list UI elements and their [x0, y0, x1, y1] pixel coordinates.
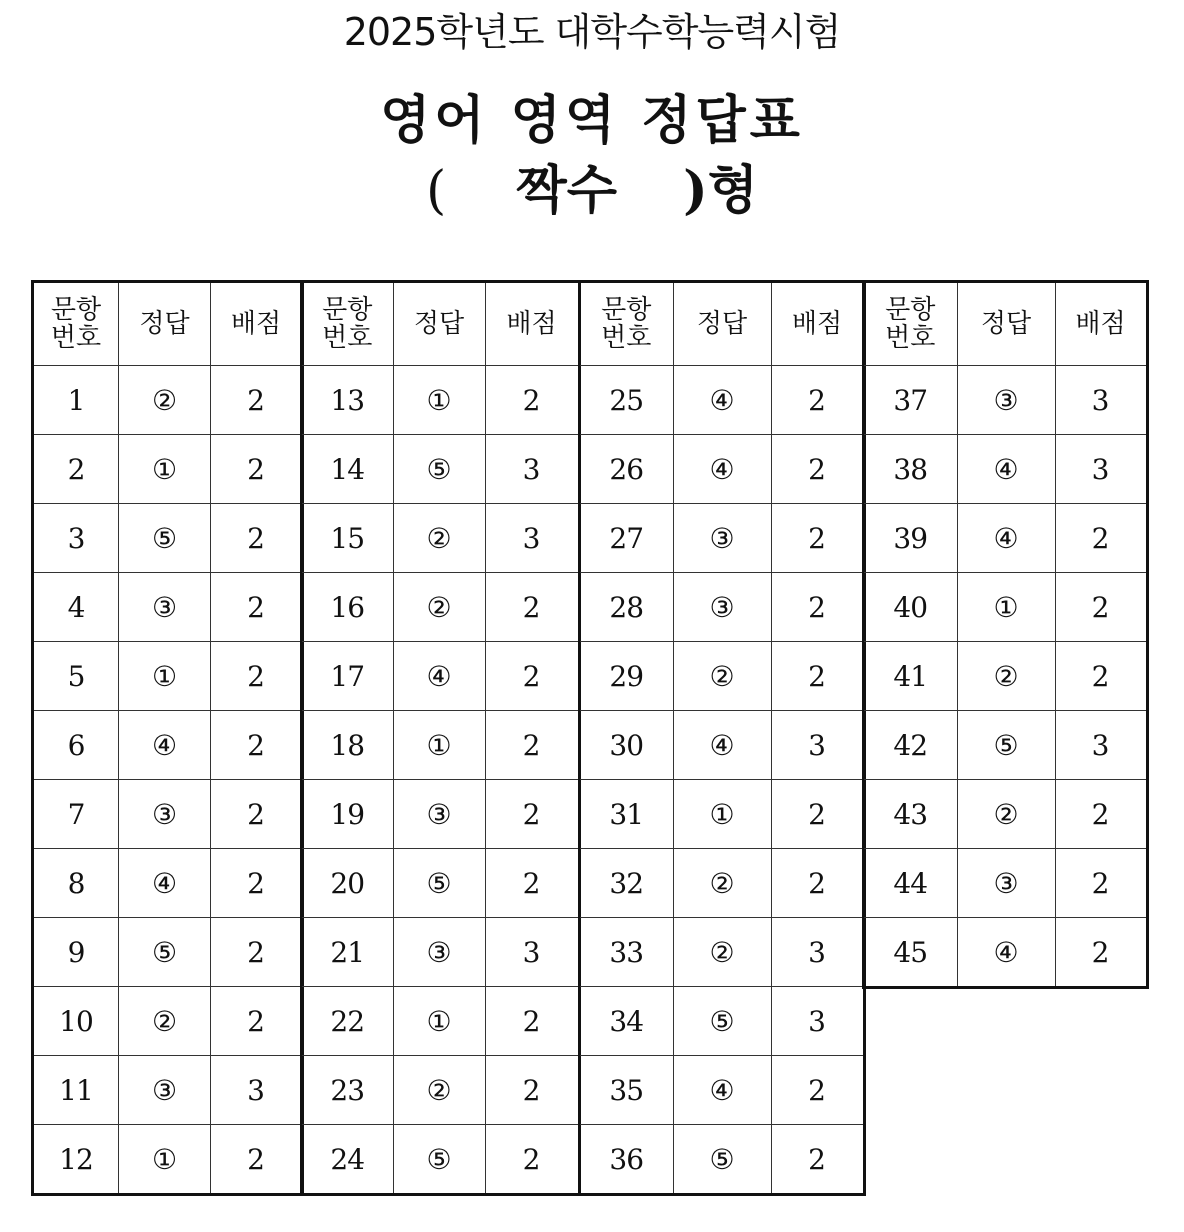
column-header-number	[301, 282, 393, 366]
point-value: 2	[211, 435, 303, 504]
table-row	[863, 435, 1147, 504]
header-row	[863, 282, 1147, 366]
table-row	[33, 780, 303, 849]
point-value: 2	[771, 780, 864, 849]
table-row	[863, 711, 1147, 780]
column-header-number-line1: 문항	[885, 295, 936, 325]
exam-title: 2025학년도 대학수학능력시험	[343, 10, 841, 54]
form-open-paren: (	[425, 161, 447, 221]
point-value: 2	[211, 918, 303, 987]
column-header-number	[33, 282, 119, 366]
column-header-number-line1: 문항	[601, 295, 652, 325]
point-value: 2	[1055, 642, 1147, 711]
column-header-number	[863, 282, 957, 366]
question-number: 10	[33, 987, 119, 1056]
point-value: 2	[211, 711, 303, 780]
point-value: 2	[211, 849, 303, 918]
table-row	[863, 642, 1147, 711]
answer-choice: ⑤	[957, 711, 1055, 780]
point-value: 3	[211, 1056, 303, 1125]
point-value: 2	[1055, 504, 1147, 573]
answer-choice: ②	[393, 504, 485, 573]
answer-choice: ⑤	[393, 435, 485, 504]
point-value: 2	[771, 1125, 864, 1195]
question-number: 38	[863, 435, 957, 504]
table-row	[301, 849, 579, 918]
question-number: 25	[579, 366, 673, 435]
answer-choice: ④	[393, 642, 485, 711]
table-row	[33, 435, 303, 504]
question-number: 39	[863, 504, 957, 573]
point-value: 2	[1055, 573, 1147, 642]
question-number: 15	[301, 504, 393, 573]
answer-choice: ③	[393, 918, 485, 987]
point-value: 3	[771, 987, 864, 1056]
point-value: 3	[485, 504, 579, 573]
table-row	[301, 435, 579, 504]
table-row	[579, 435, 864, 504]
question-number: 40	[863, 573, 957, 642]
table-row	[33, 711, 303, 780]
column-header-answer: 정답	[673, 282, 771, 366]
point-value: 2	[771, 849, 864, 918]
question-number: 42	[863, 711, 957, 780]
table-row	[863, 366, 1147, 435]
answer-choice: ①	[393, 366, 485, 435]
point-value: 2	[485, 711, 579, 780]
point-value: 2	[485, 366, 579, 435]
answer-choice: ②	[673, 918, 771, 987]
answer-choice: ⑤	[119, 918, 211, 987]
question-number: 27	[579, 504, 673, 573]
table-row	[301, 573, 579, 642]
question-number: 12	[33, 1125, 119, 1195]
answer-choice: ④	[673, 366, 771, 435]
answer-choice: ⑤	[119, 504, 211, 573]
answer-choice: ④	[957, 504, 1055, 573]
answer-choice: ③	[119, 573, 211, 642]
answer-choice: ⑤	[393, 849, 485, 918]
table-row	[33, 366, 303, 435]
point-value: 2	[211, 642, 303, 711]
form-name: 짝수	[516, 160, 617, 221]
answer-choice: ②	[393, 1056, 485, 1125]
point-value: 3	[485, 435, 579, 504]
question-number: 20	[301, 849, 393, 918]
table-row	[301, 504, 579, 573]
answer-block-1	[31, 280, 304, 1196]
column-header-points: 배점	[771, 282, 864, 366]
question-number: 16	[301, 573, 393, 642]
answer-choice: ②	[673, 849, 771, 918]
point-value: 3	[771, 918, 864, 987]
question-number: 34	[579, 987, 673, 1056]
question-number: 4	[33, 573, 119, 642]
answer-choice: ②	[957, 780, 1055, 849]
question-number: 37	[863, 366, 957, 435]
question-number: 13	[301, 366, 393, 435]
point-value: 2	[211, 504, 303, 573]
question-number: 31	[579, 780, 673, 849]
table-row	[33, 1056, 303, 1125]
answer-choice: ⑤	[673, 1125, 771, 1195]
column-header-number-line2: 번호	[322, 323, 373, 353]
question-number: 18	[301, 711, 393, 780]
question-number: 35	[579, 1056, 673, 1125]
table-row	[863, 504, 1147, 573]
answer-choice: ④	[119, 711, 211, 780]
question-number: 1	[33, 366, 119, 435]
table-row	[301, 780, 579, 849]
question-number: 8	[33, 849, 119, 918]
question-number: 11	[33, 1056, 119, 1125]
answer-block-4	[862, 280, 1149, 989]
point-value: 2	[771, 504, 864, 573]
question-number: 32	[579, 849, 673, 918]
answer-block-2	[300, 280, 581, 1196]
question-number: 2	[33, 435, 119, 504]
point-value: 2	[771, 1056, 864, 1125]
column-header-number-line1: 문항	[50, 295, 102, 325]
table-row	[33, 504, 303, 573]
question-number: 28	[579, 573, 673, 642]
question-number: 30	[579, 711, 673, 780]
point-value: 2	[211, 780, 303, 849]
form-close: )형	[683, 160, 759, 221]
question-number: 29	[579, 642, 673, 711]
table-row	[33, 573, 303, 642]
answer-choice: ③	[393, 780, 485, 849]
question-number: 5	[33, 642, 119, 711]
column-header-number	[579, 282, 673, 366]
table-row	[33, 642, 303, 711]
column-header-points: 배점	[211, 282, 303, 366]
point-value: 2	[211, 987, 303, 1056]
table-row	[301, 366, 579, 435]
question-number: 21	[301, 918, 393, 987]
question-number: 41	[863, 642, 957, 711]
answer-choice: ③	[957, 849, 1055, 918]
question-number: 7	[33, 780, 119, 849]
answer-choice: ①	[119, 435, 211, 504]
answer-choice: ②	[119, 366, 211, 435]
question-number: 19	[301, 780, 393, 849]
table-row	[301, 711, 579, 780]
form-type	[0, 160, 1184, 222]
answer-choice: ③	[957, 366, 1055, 435]
column-header-number-line2: 번호	[885, 323, 936, 353]
table-row	[579, 849, 864, 918]
question-number: 22	[301, 987, 393, 1056]
question-number: 6	[33, 711, 119, 780]
table-row	[33, 987, 303, 1056]
table-row	[579, 711, 864, 780]
table-row	[33, 849, 303, 918]
column-header-answer: 정답	[393, 282, 485, 366]
answer-choice: ②	[673, 642, 771, 711]
point-value: 3	[1055, 366, 1147, 435]
answer-choice: ①	[393, 711, 485, 780]
point-value: 2	[485, 1125, 579, 1195]
point-value: 3	[771, 711, 864, 780]
point-value: 2	[771, 642, 864, 711]
question-number: 36	[579, 1125, 673, 1195]
table-row	[33, 918, 303, 987]
point-value: 3	[1055, 711, 1147, 780]
table-row	[579, 1056, 864, 1125]
question-number: 23	[301, 1056, 393, 1125]
answer-choice: ②	[393, 573, 485, 642]
point-value: 3	[1055, 435, 1147, 504]
answer-choice: ③	[673, 573, 771, 642]
table-row	[301, 987, 579, 1056]
column-header-number-line1: 문항	[322, 295, 373, 325]
table-row	[579, 780, 864, 849]
table-row	[301, 642, 579, 711]
question-number: 45	[863, 918, 957, 988]
answer-block-3	[578, 280, 866, 1196]
answer-choice: ①	[393, 987, 485, 1056]
table-row	[863, 780, 1147, 849]
point-value: 2	[211, 366, 303, 435]
point-value: 2	[211, 573, 303, 642]
answer-choice: ⑤	[393, 1125, 485, 1195]
answer-choice: ⑤	[673, 987, 771, 1056]
point-value: 2	[771, 435, 864, 504]
header-row	[33, 282, 303, 366]
answer-choice: ④	[673, 1056, 771, 1125]
answer-choice: ③	[673, 504, 771, 573]
question-number: 43	[863, 780, 957, 849]
question-number: 14	[301, 435, 393, 504]
question-number: 17	[301, 642, 393, 711]
table-row	[863, 573, 1147, 642]
point-value: 2	[211, 1125, 303, 1195]
column-header-number-line2: 번호	[601, 323, 652, 353]
answer-choice: ①	[957, 573, 1055, 642]
column-header-number-line2: 번호	[50, 323, 102, 353]
column-header-points: 배점	[485, 282, 579, 366]
answer-choice: ④	[673, 711, 771, 780]
table-row	[579, 1125, 864, 1195]
question-number: 33	[579, 918, 673, 987]
header-row	[579, 282, 864, 366]
answer-choice: ②	[957, 642, 1055, 711]
sheet-title: 영어 영역 정답표	[380, 90, 804, 151]
point-value: 2	[485, 573, 579, 642]
question-number: 9	[33, 918, 119, 987]
table-row	[579, 918, 864, 987]
table-row	[301, 1056, 579, 1125]
table-row	[579, 573, 864, 642]
table-row	[579, 642, 864, 711]
answer-choice: ③	[119, 1056, 211, 1125]
question-number: 24	[301, 1125, 393, 1195]
table-row	[863, 918, 1147, 988]
answer-choice: ④	[957, 918, 1055, 988]
column-header-answer: 정답	[957, 282, 1055, 366]
point-value: 2	[1055, 918, 1147, 988]
point-value: 3	[485, 918, 579, 987]
header-row	[301, 282, 579, 366]
point-value: 2	[485, 780, 579, 849]
point-value: 2	[485, 987, 579, 1056]
point-value: 2	[1055, 849, 1147, 918]
answer-choice: ①	[119, 642, 211, 711]
table-row	[579, 504, 864, 573]
answer-choice: ③	[119, 780, 211, 849]
point-value: 2	[771, 573, 864, 642]
column-header-points: 배점	[1055, 282, 1147, 366]
question-number: 26	[579, 435, 673, 504]
answer-choice: ④	[957, 435, 1055, 504]
answer-choice: ①	[673, 780, 771, 849]
point-value: 2	[771, 366, 864, 435]
answer-choice: ①	[119, 1125, 211, 1195]
point-value: 2	[485, 1056, 579, 1125]
answer-choice: ②	[119, 987, 211, 1056]
question-number: 3	[33, 504, 119, 573]
table-row	[301, 1125, 579, 1195]
point-value: 2	[485, 849, 579, 918]
answer-choice: ④	[119, 849, 211, 918]
point-value: 2	[485, 642, 579, 711]
table-row	[863, 849, 1147, 918]
table-row	[301, 918, 579, 987]
column-header-answer: 정답	[119, 282, 211, 366]
question-number: 44	[863, 849, 957, 918]
point-value: 2	[1055, 780, 1147, 849]
table-row	[33, 1125, 303, 1195]
table-row	[579, 987, 864, 1056]
answer-choice: ④	[673, 435, 771, 504]
table-row	[579, 366, 864, 435]
